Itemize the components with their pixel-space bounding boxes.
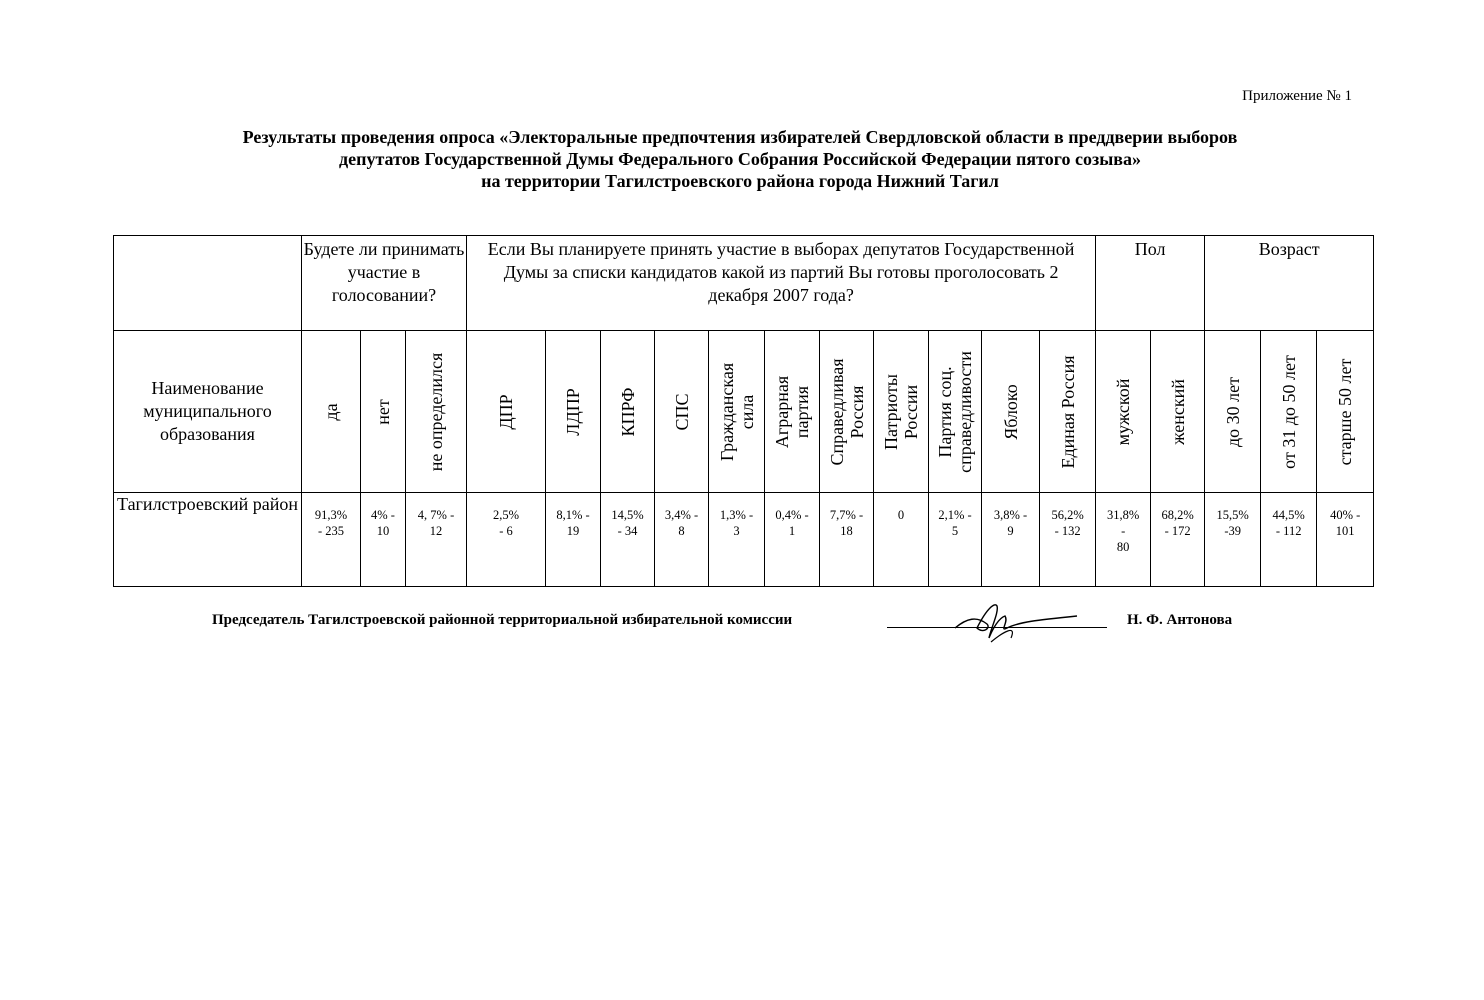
column-header-12 [982,331,1040,493]
appendix-label: Приложение № 1 [1242,88,1352,104]
column-header-0 [302,331,361,493]
column-header-label: да [321,402,341,421]
empty-corner-cell [114,236,302,331]
value-cell: 7,7% - 18 [820,493,874,587]
column-header-label: нет [373,398,393,425]
value-cell: 31,8% - 80 [1096,493,1151,587]
value-cell: 3,8% - 9 [982,493,1040,587]
value-cell: 56,2% - 132 [1040,493,1096,587]
column-header-13 [1040,331,1096,493]
column-header-1 [361,331,406,493]
value-cell: 91,3% - 235 [302,493,361,587]
value-cell: 4% - 10 [361,493,406,587]
column-header-label: Единая Россия [1057,354,1078,469]
signature-block [212,610,1252,650]
column-header-label: Справедливая Россия [826,357,867,466]
column-header-5 [601,331,655,493]
column-header-label: ЛДПР [563,387,584,436]
value-cell: 44,5% - 112 [1261,493,1317,587]
column-header-label: женский [1167,378,1188,445]
value-cell: 14,5% - 34 [601,493,655,587]
column-header-17 [1261,331,1317,493]
column-header-11 [929,331,982,493]
column-header-label: Аграрная партия [772,375,813,448]
value-cell: 2,1% - 5 [929,493,982,587]
survey-results-table [113,235,1374,587]
column-header-7 [709,331,765,493]
row-name-cell: Тагилстроевский район [114,493,302,587]
column-header-18 [1317,331,1374,493]
column-header-4 [546,331,601,493]
value-cell: 3,4% - 8 [655,493,709,587]
column-header-14 [1096,331,1151,493]
column-header-label: до 30 лет [1222,376,1243,447]
column-header-3 [467,331,546,493]
column-header-6 [655,331,709,493]
value-cell: 68,2% - 172 [1151,493,1205,587]
column-header-label: Партия соц. справедливости [935,350,976,473]
column-header-9 [820,331,874,493]
party-group-header: Если Вы планируете принять участие в выборах депутатов Государственной Думы за списки кандидатов какой из партий Вы готовы проголосовать 2 декабря 2007 года? [467,236,1096,331]
value-cell: 4, 7% - 12 [406,493,467,587]
value-cell: 1,3% - 3 [709,493,765,587]
column-header-label: Патриоты России [881,373,922,450]
column-header-label: не определился [426,352,446,471]
value-cell: 2,5% - 6 [467,493,546,587]
chair-name: Н. Ф. Антонова [1127,612,1233,628]
value-cell: 8,1% - 19 [546,493,601,587]
title-line-1: Результаты проведения опроса «Электоральные предпочтения избирателей Свердловской области в преддверии выборов [242,127,1238,147]
voting-group-header: Будете ли принимать участие в голосовании? [302,236,467,331]
column-header-label: Яблоко [1000,383,1021,440]
column-header-8 [765,331,820,493]
column-header-label: Гражданская сила [716,362,757,461]
column-header-15 [1151,331,1205,493]
value-cell: 0,4% - 1 [765,493,820,587]
column-header-2 [406,331,467,493]
value-cell: 15,5% -39 [1205,493,1261,587]
column-header-label: мужской [1113,378,1134,445]
column-header-label: КПРФ [617,387,638,436]
value-cell: 0 [874,493,929,587]
column-header-16 [1205,331,1261,493]
column-header-label: старше 50 лет [1335,358,1356,465]
title-line-2: депутатов Государственной Думы Федерального Собрания Российской Федерации пятого созыва» [339,149,1141,169]
chair-label: Председатель Тагилстроевской районной территориальной избирательной комиссии [212,612,793,628]
column-header-label: от 31 до 50 лет [1278,354,1299,469]
signature-image [947,598,1087,650]
name-column-header: Наименование муниципального образования [114,331,302,493]
value-cell: 40% - 101 [1317,493,1374,587]
title-line-3: на территории Тагилстроевского района города Нижний Тагил [481,171,999,191]
column-header-label: СПС [671,393,692,431]
age-group-header: Возраст [1205,236,1374,331]
column-header-label: ДПР [496,393,517,430]
column-header-10 [874,331,929,493]
gender-group-header: Пол [1096,236,1205,331]
document-title [110,126,1370,192]
